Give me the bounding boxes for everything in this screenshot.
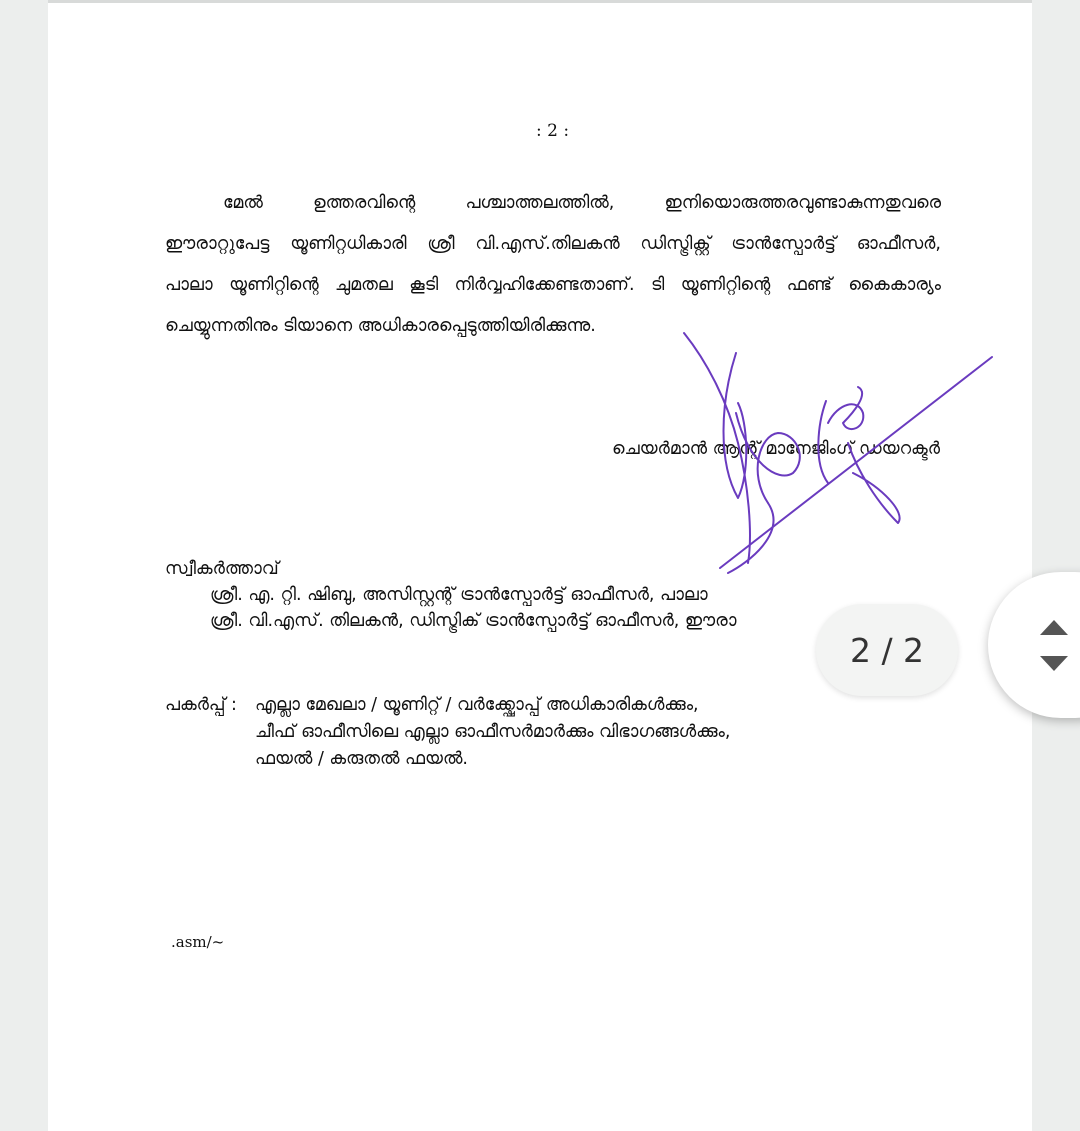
recipient-line: ശ്രീ. എ. റ്റി. ഷിബു, അസിസ്റ്റന്റ് ട്രാൻസ്പോർട്ട് ഓഫീസർ, പാലാ — [210, 585, 708, 605]
copy-to-label: പകർപ്പ് : — [165, 695, 237, 715]
document-page — [48, 0, 1032, 1131]
paragraph-line: ഈരാറ്റുപേട്ട യൂണിറ്റധികാരി ശ്രീ വി.എസ്.തിലകൻ ഡിസ്ട്രിക്റ്റ് ട്രാൻസ്പോർട്ട് ഓഫീസർ, — [165, 234, 941, 254]
page-indicator-text: 2 / 2 — [849, 630, 925, 670]
paragraph-line: ചെയ്യുന്നതിനും ടിയാനെ അധികാരപ്പെടുത്തിയിരിക്കുന്നു. — [165, 316, 596, 336]
arrow-down-icon — [1040, 656, 1068, 671]
copy-to-line: ഫയൽ / കരുതൽ ഫയൽ. — [255, 749, 468, 769]
arrow-up-icon — [1040, 620, 1068, 635]
page-indicator — [816, 604, 958, 696]
reference-initials: .asm/~ — [171, 933, 225, 951]
paragraph-line: പാലാ യൂണിറ്റിന്റെ ചുമതല കൂടി നിർവ്വഹിക്കേണ്ടതാണ്. ടി യൂണിറ്റിന്റെ ഫണ്ട് കൈകാര്യം — [165, 275, 941, 295]
copy-to-line: ചീഫ് ഓഫീസിലെ എല്ലാ ഓഫീസർമാർക്കും വിഭാഗങ്ങൾക്കും, — [255, 722, 731, 742]
signatory-designation: ചെയർമാൻ ആന്റ് മാനേജിംഗ് ഡയറക്ടർ — [612, 439, 940, 459]
copy-to-line: എല്ലാ മേഖലാ / യൂണിറ്റ് / വർക്ക്ഷോപ്പ് അധികാരികൾക്കും, — [255, 695, 699, 715]
page-number-label: : 2 : — [536, 121, 570, 141]
recipients-heading: സ്വീകർത്താവ് — [165, 559, 279, 579]
recipient-line: ശ്രീ. വി.എസ്. തിലകൻ, ഡിസ്ട്രിക് ട്രാൻസ്പോർട്ട് ഓഫീസർ, ഈരാ — [210, 611, 737, 631]
body-paragraph — [165, 183, 941, 347]
paragraph-line: മേൽ ഉത്തരവിന്റെ പശ്ചാത്തലത്തിൽ, ഇനിയൊരുത്തരവുണ്ടാകുന്നതുവരെ — [223, 193, 941, 213]
